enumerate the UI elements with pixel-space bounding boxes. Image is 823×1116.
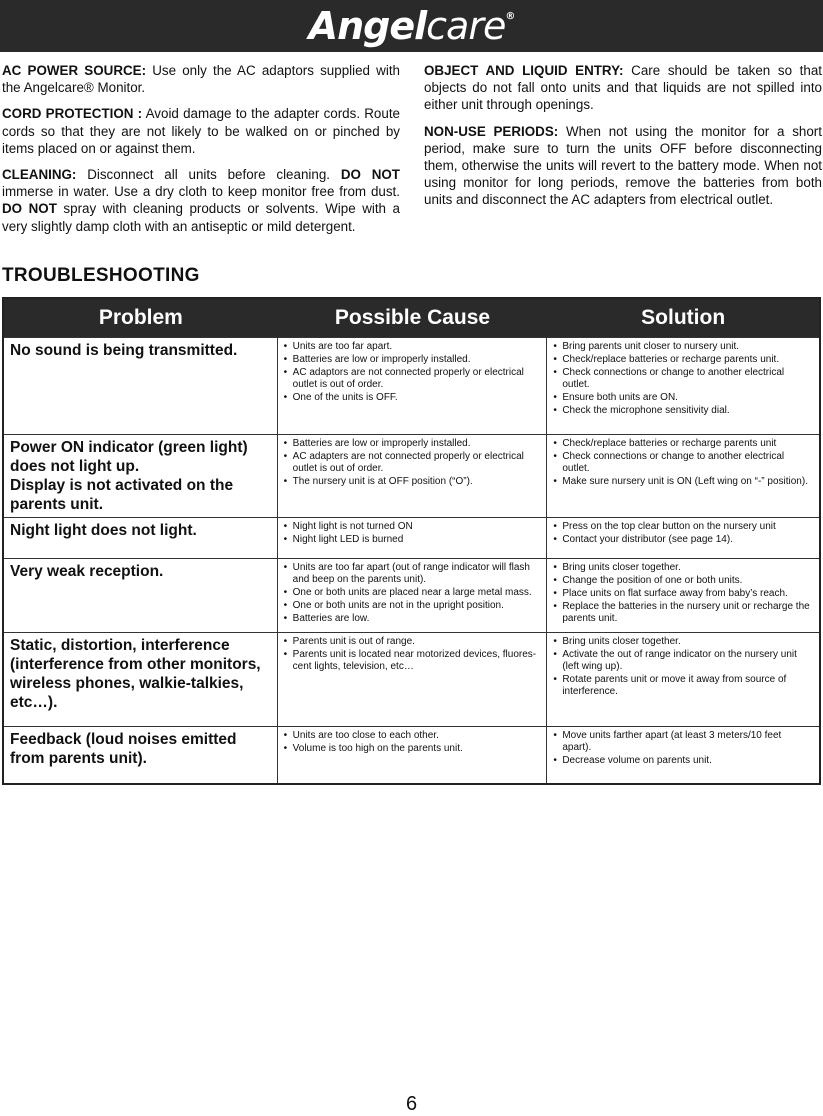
cause-cell [278, 435, 548, 517]
cause-item: • AC adaptors are not connected properly or electrical outlet is out of order. [284, 367, 541, 391]
troubleshooting-heading: TROUBLESHOOTING [2, 265, 200, 286]
cause-list [284, 341, 541, 404]
table-row [4, 434, 819, 517]
cause-cell [278, 633, 548, 726]
solution-cell [547, 633, 819, 726]
cause-item: • Units are too far apart. [284, 341, 541, 353]
cause-item: • Batteries are low or improperly installed. [284, 438, 541, 450]
cause-list [284, 562, 541, 625]
solution-item: • Place units on flat surface away from baby’s reach. [553, 588, 813, 600]
solution-item: • Move units farther apart (at least 3 meters/10 feet apart). [553, 730, 813, 754]
cause-item: • One or both units are not in the upright position. [284, 600, 541, 612]
cause-item: • Units are too far apart (out of range indicator will flash and beep on the parents unit). [284, 562, 541, 586]
table-row [4, 558, 819, 632]
solution-cell [547, 727, 819, 783]
solution-item: • Check the microphone sensitivity dial. [553, 405, 813, 417]
cleaning-paragraph: CLEANING: Disconnect all units before cleaning. DO NOT immerse in water. Use a dry cloth to keep monitor free from dust. DO NOT spray with cleaning products or solvents. Wipe with a very slightly damp cloth with an antiseptic or mild detergent. [2, 167, 400, 234]
solution-list [553, 562, 813, 625]
cause-item: • Volume is too high on the parents unit. [284, 743, 541, 755]
solution-list [553, 636, 813, 698]
solution-list [553, 438, 813, 488]
solution-item: • Make sure nursery unit is ON (Left wing on “-” position). [553, 476, 813, 488]
solution-item: • Ensure both units are ON. [553, 392, 813, 404]
ac-power-paragraph: AC POWER SOURCE: Use only the AC adaptors supplied with the Angelcare® Monitor. [2, 63, 400, 96]
cause-item: • Batteries are low or improperly installed. [284, 354, 541, 366]
cause-list [284, 521, 541, 546]
solution-item: • Bring parents unit closer to nursery unit. [553, 341, 813, 353]
solution-item: • Press on the top clear button on the nursery unit [553, 521, 813, 533]
solution-item: • Rotate parents unit or move it away from source of interference. [553, 674, 813, 698]
cause-list [284, 730, 541, 755]
cause-cell [278, 559, 548, 632]
cause-item: • One of the units is OFF. [284, 392, 541, 404]
left-column [2, 62, 400, 244]
table-row [4, 726, 819, 783]
cause-item: • AC adapters are not connected properly or electrical outlet is out of order. [284, 451, 541, 475]
problem-text: Night light does not light. [10, 522, 197, 539]
cord-protection-paragraph: CORD PROTECTION : Avoid damage to the adapter cords. Route cords so that they are not likely to be walked on or pinched by items placed on or against them. [2, 106, 400, 156]
page-number: 6 [405, 1093, 418, 1115]
header-cause: Possible Cause [334, 306, 491, 329]
table-row [4, 337, 819, 434]
problem-text: No sound is being transmitted. [10, 342, 238, 359]
solution-list [553, 521, 813, 546]
problem-text: Static, distortion, interference (interference from other monitors, wireless phones, walkie-talkies, etc…). [10, 637, 261, 711]
cause-item: • Parents unit is located near motorized devices, fluores-cent lights, television, etc… [284, 649, 541, 673]
problem-text: Very weak reception. [10, 563, 164, 580]
problem-cell [4, 633, 278, 726]
cause-cell [278, 338, 548, 434]
header-bar [0, 0, 823, 52]
solution-item: • Activate the out of range indicator on the nursery unit (left wing up). [553, 649, 813, 673]
solution-item: • Check/replace batteries or recharge parents unit. [553, 354, 813, 366]
header-problem: Problem [98, 306, 183, 329]
solution-item: • Check/replace batteries or recharge parents unit [553, 438, 813, 450]
troubleshooting-table [2, 297, 821, 785]
solution-item: • Decrease volume on parents unit. [553, 755, 813, 767]
solution-item: • Bring units closer together. [553, 636, 813, 648]
cause-list [284, 438, 541, 488]
cause-item: • Night light LED is burned [284, 534, 541, 546]
cause-item: • Batteries are low. [284, 613, 541, 625]
cause-item: • Parents unit is out of range. [284, 636, 541, 648]
cause-list [284, 636, 541, 673]
header-solution: Solution [641, 306, 726, 329]
solution-cell [547, 435, 819, 517]
cause-item: • Night light is not turned ON [284, 521, 541, 533]
problem-cell [4, 559, 278, 632]
table-body [4, 337, 819, 783]
object-liquid-paragraph: OBJECT AND LIQUID ENTRY: Care should be taken so that objects do not fall onto units and that liquids are not spilled into either unit through openings. [424, 63, 822, 113]
solution-item: • Contact your distributor (see page 14). [553, 534, 813, 546]
cause-cell [278, 727, 548, 783]
solution-list [553, 730, 813, 767]
problem-text: Display is not activated on the parents unit. [10, 477, 234, 513]
angelcare-logo: Angelcare® [308, 4, 515, 48]
problem-cell [4, 518, 278, 558]
cause-cell [278, 518, 548, 558]
problem-cell [4, 435, 278, 517]
solution-item: • Change the position of one or both units. [553, 575, 813, 587]
non-use-paragraph: NON-USE PERIODS: When not using the monitor for a short period, make sure to turn the units OFF before disconnecting them, otherwise the units will revert to the battery mode. When not using monitor for long periods, remove the batteries from both units and disconnect the AC adapters from electrical outlet. [424, 123, 822, 208]
solution-cell [547, 559, 819, 632]
problem-cell [4, 338, 278, 434]
table-header [4, 299, 819, 337]
solution-list [553, 341, 813, 417]
table-row [4, 517, 819, 558]
solution-item: • Bring units closer together. [553, 562, 813, 574]
table-row [4, 632, 819, 726]
right-column [424, 62, 822, 218]
solution-item: • Check connections or change to another electrical outlet. [553, 451, 813, 475]
solution-cell [547, 338, 819, 434]
problem-cell [4, 727, 278, 783]
problem-text: Feedback (loud noises emitted from parents unit). [10, 731, 237, 767]
cause-item: • Units are too close to each other. [284, 730, 541, 742]
solution-item: • Replace the batteries in the nursery unit or recharge the parents unit. [553, 601, 813, 625]
cause-item: • One or both units are placed near a large metal mass. [284, 587, 541, 599]
cause-item: • The nursery unit is at OFF position (“O”). [284, 476, 541, 488]
solution-cell [547, 518, 819, 558]
problem-text: Power ON indicator (green light) does not light up. [10, 439, 248, 475]
solution-item: • Check connections or change to another electrical outlet. [553, 367, 813, 391]
